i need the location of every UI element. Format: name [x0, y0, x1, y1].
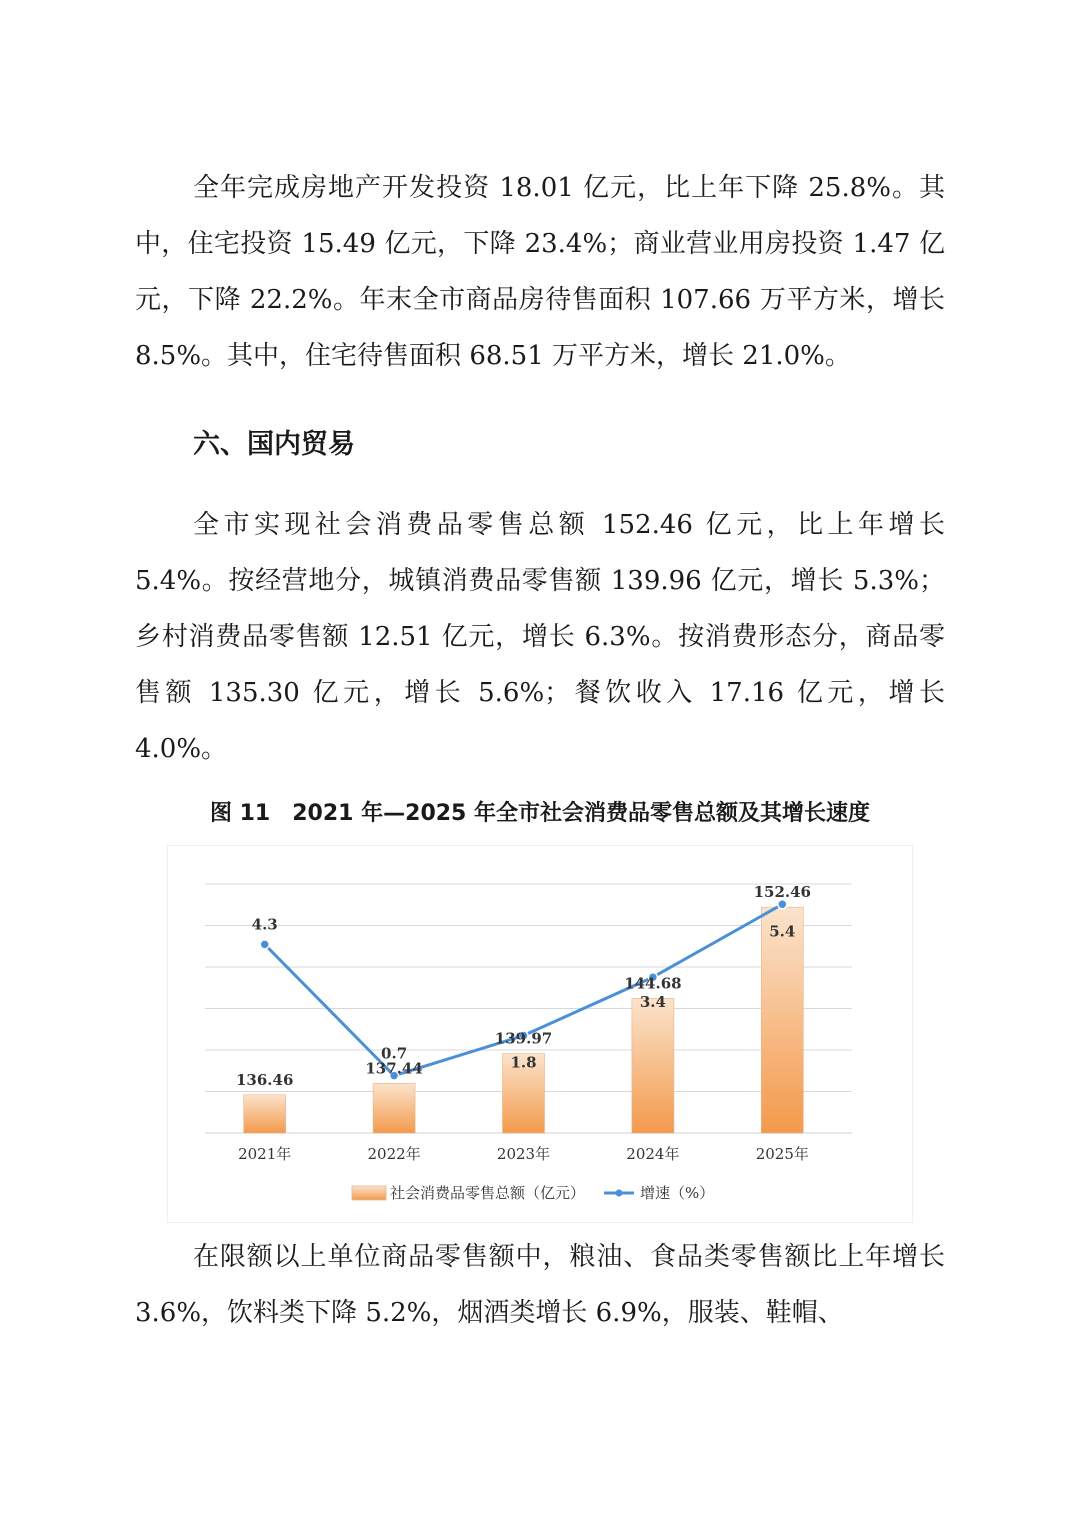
growth-value-label: 3.4: [639, 993, 666, 1012]
legend-bar-swatch: [352, 1186, 386, 1200]
x-axis: [238, 1145, 809, 1163]
bar-2024年: [632, 998, 674, 1133]
bar-value-label: 137.44: [365, 1059, 423, 1078]
bar-2025年: [761, 907, 803, 1133]
x-tick-label: 2021年: [238, 1145, 292, 1163]
retail-sales-chart: [168, 846, 912, 1222]
x-tick-label: 2024年: [626, 1145, 680, 1163]
x-tick-label: 2023年: [496, 1145, 551, 1163]
bar-2022年: [373, 1083, 415, 1133]
paragraph-real-estate: 全年完成房地产开发投资 18.01 亿元，比上年下降 25.8%。其中，住宅投资 15.49 亿元，下降 23.4%；商业营业用房投资 1.47 亿元，下降 22.2%。年末全市商品房待售面积 107.66 万平方米，增长 8.5%。其中，住宅待售面积 68.51 万平方米，增长 21.0%。: [135, 173, 945, 371]
legend-bar-label: 社会消费品零售总额（亿元）: [390, 1184, 586, 1202]
growth-point: [260, 940, 269, 949]
bar-value-label: 136.46: [235, 1070, 294, 1089]
bar-value-label: 152.46: [753, 883, 812, 902]
chart-legend: [352, 1184, 714, 1202]
growth-value-label: 4.3: [251, 915, 278, 934]
paragraph-retail-categories: 在限额以上单位商品零售额中，粮油、食品类零售额比上年增长 3.6%，饮料类下降 5.2%，烟酒类增长 6.9%，服装、鞋帽、: [135, 1242, 945, 1328]
bar-value-label: 139.97: [494, 1029, 553, 1048]
figure-caption: 图 11 2021 年—2025 年全市社会消费品零售总额及其增长速度: [209, 801, 871, 826]
growth-value-label: 0.7: [381, 1044, 408, 1063]
growth-value-label: 1.8: [510, 1053, 537, 1072]
growth-value-label: 5.4: [769, 922, 796, 941]
legend-line-marker: [616, 1190, 623, 1197]
legend-line-label: 增速（%）: [640, 1184, 715, 1202]
bar-value-label: 144.68: [624, 974, 682, 993]
chart-canvas: [168, 846, 912, 1222]
x-tick-label: 2022年: [367, 1145, 421, 1163]
x-tick-label: 2025年: [755, 1145, 809, 1163]
section-heading: 六、国内贸易: [193, 429, 355, 460]
paragraph-retail-sales: 全市实现社会消费品零售总额 152.46 亿元，比上年增长 5.4%。按经营地分，城镇消费品零售额 139.96 亿元，增长 5.3%；乡村消费品零售额 12.51 亿元，增长 6.3%。按消费形态分，商品零售额 135.30 亿元，增长 5.6%；餐饮收入 17.16 亿元，增长 4.0%。: [135, 510, 945, 764]
data-labels: [236, 883, 811, 1089]
bar-2021年: [244, 1095, 286, 1133]
